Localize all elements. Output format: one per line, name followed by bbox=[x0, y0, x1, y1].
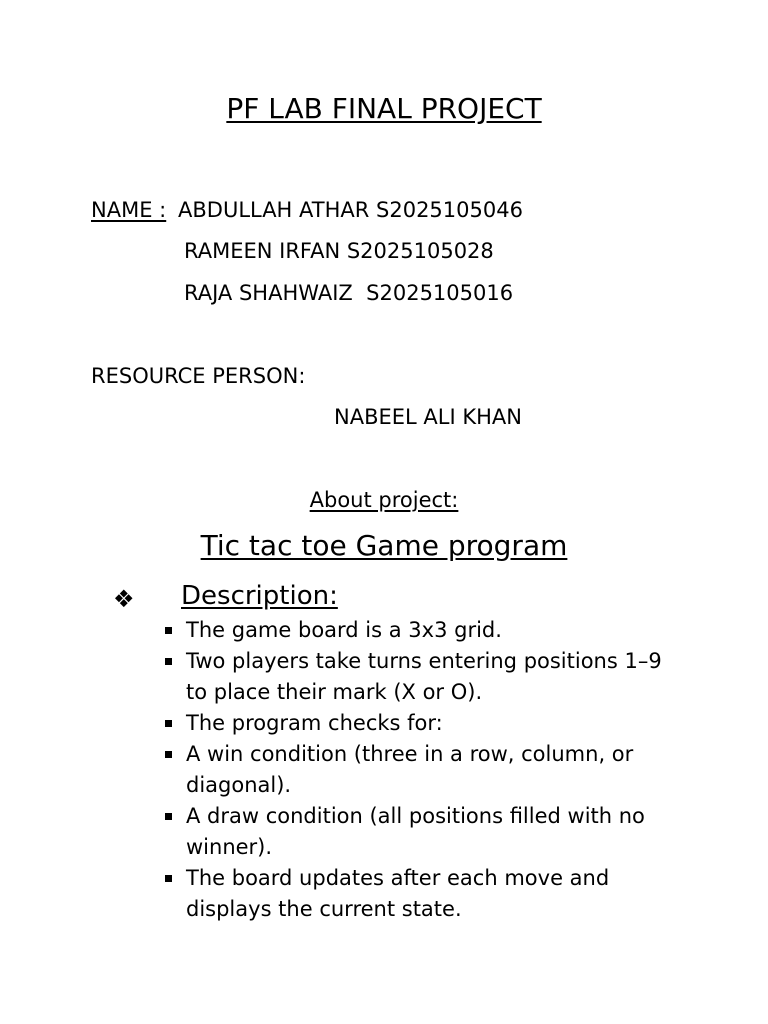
description-item-5: A draw condition (all positions filled with no winner). bbox=[186, 801, 686, 863]
description-item-2: Two players take turns entering positions 1–9 to place their mark (X or O). bbox=[186, 646, 686, 708]
member-name-2: RAMEEN IRFAN S2025105028 bbox=[184, 239, 494, 263]
description-item-3: The program checks for: bbox=[186, 708, 686, 739]
description-list bbox=[186, 615, 686, 925]
diamond-bullet-icon: ❖ bbox=[113, 585, 135, 613]
resource-person-label: RESOURCE PERSON: bbox=[91, 364, 306, 388]
member-name-1: ABDULLAH ATHAR S2025105046 bbox=[178, 198, 523, 222]
about-project-label: About project: bbox=[309, 488, 459, 512]
document-title: PF LAB FINAL PROJECT bbox=[226, 92, 542, 125]
description-heading: Description: bbox=[181, 581, 338, 611]
project-title: Tic tac toe Game program bbox=[200, 529, 568, 562]
description-item-6: The board updates after each move and displays the current state. bbox=[186, 863, 686, 925]
description-item-4: A win condition (three in a row, column, or diagonal). bbox=[186, 739, 686, 801]
resource-person-name: NABEEL ALI KHAN bbox=[334, 405, 522, 429]
name-label: NAME : bbox=[91, 198, 167, 222]
member-name-3: RAJA SHAHWAIZ S2025105016 bbox=[184, 281, 514, 305]
description-item-1: The game board is a 3x3 grid. bbox=[186, 615, 686, 646]
